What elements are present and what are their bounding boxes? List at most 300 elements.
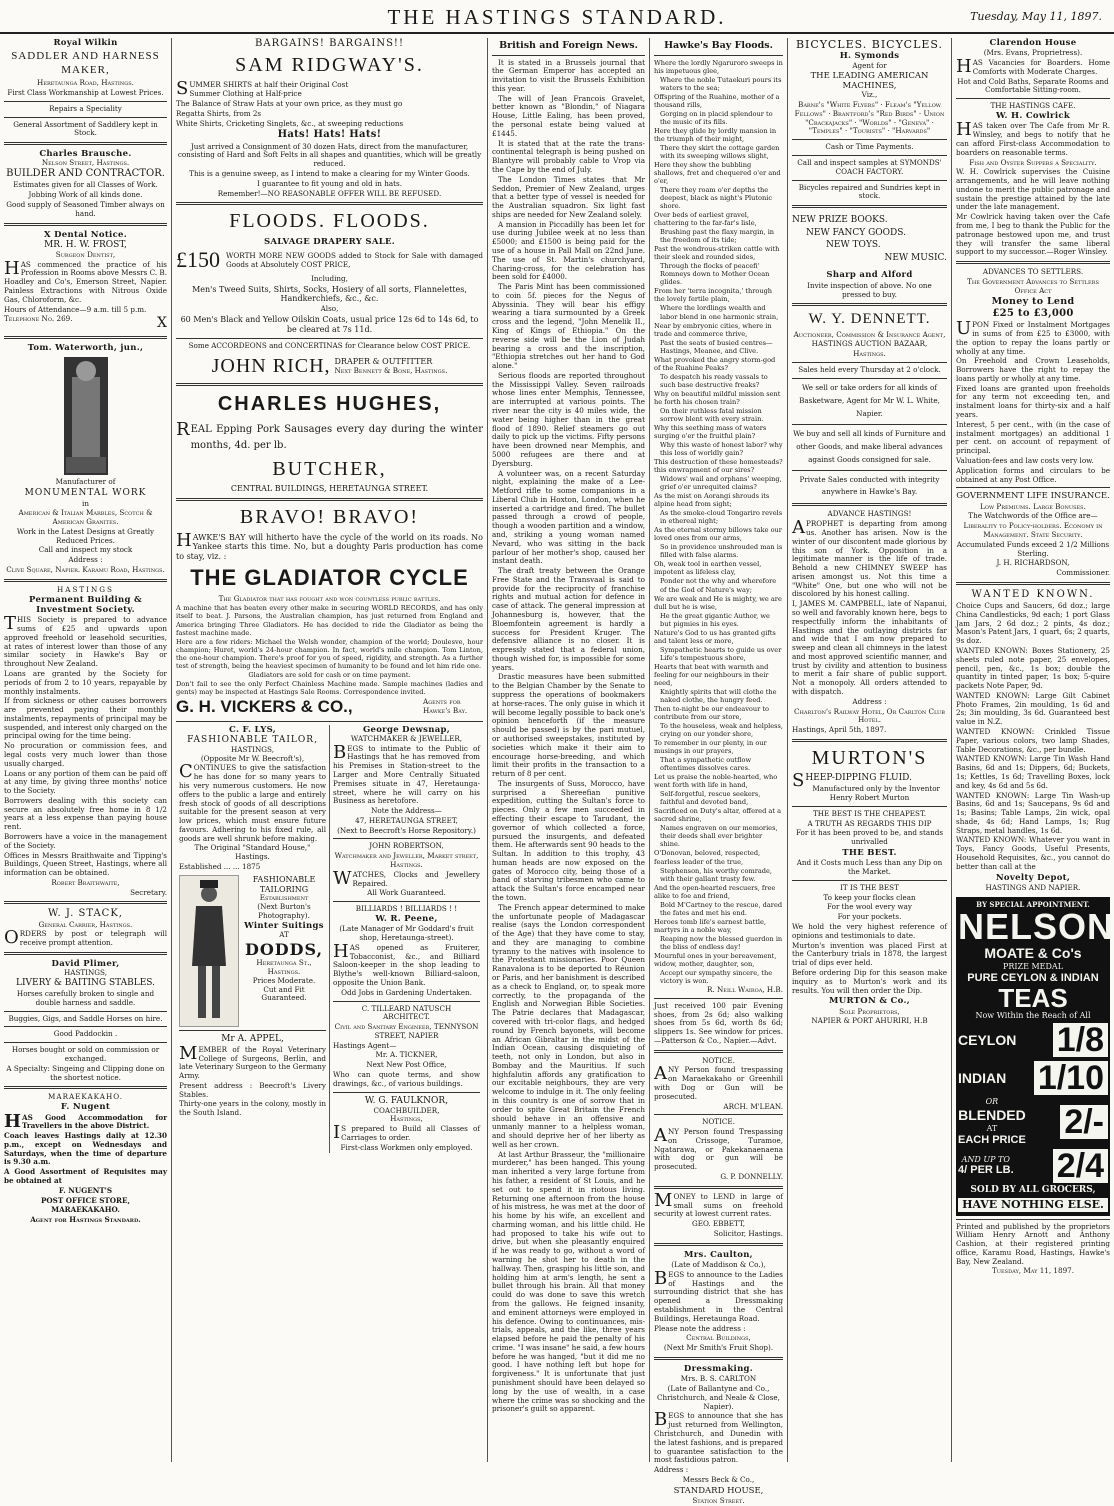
lys-line: (Opposite Mr W. Beecroft's), [200,753,305,763]
stack-heading: W. J. STACK, [48,908,123,920]
poem-line: Hearts that beat with warmth and feeling for our neighbours in their need, [654,662,769,687]
tickner-paragraph: Who can quote terms, and show drawings, &c., of various buildings. [333,1070,480,1088]
poem-line: Accept our sympathy sincere, the victory is won. [660,968,773,985]
dodds-line: Heretaunga St., Hastings. [256,958,312,977]
tickner-name: Mr. A. TICKNER, [375,1050,438,1060]
waterworth-heading: Tom. Waterworth, jun., [27,343,144,354]
advance-line: Charlton's Railway Hotel, Or Carlton Club Hotel. [794,706,945,725]
column-6 [952,38,1114,1462]
upto-label: AND UP TO [961,1154,1010,1164]
salvage-line: Men's Tweed Suits, Shirts, Socks, Hosiery of all sorts, Flannelettes, Handkerchiefs, &c., &c. [192,284,467,304]
poem-line: Gorging on in placid splendour to the music of its fills. [660,109,773,126]
books-line: NEW MUSIC. [884,252,947,263]
john-rich-address: Next Bennett & Bone, Hastings. [334,365,448,375]
wilkin-line: First Class Workmanship at Lowest Prices. [7,87,164,97]
column-4 [650,38,788,1505]
settlers-paragraph: Application forms and circulars to be obtained at any Post Office. [956,465,1110,484]
dental-hours: Hours of Attendance—9 a.m. till 5 p.m. [4,304,147,314]
peene-line: Odd Jobs in Gardening Undertaken. [341,987,472,997]
nelson-brand: NELSON [958,906,1114,948]
plimer-trade: LIVERY & BAITING STABLES. [16,978,155,989]
poem-line: What provoked the angry storm-god of the Ruahine Peaks? [654,355,776,372]
brausche-line: Estimates given for all Classes of Work. [13,180,158,190]
pbs-paragraph: THIS Society is prepared to advance sums of £25 and upwards upon approved freehold or leasehold securities, at rates of interest lower than those of any similar society in Hawke's Bay or throughout New Zealand. [4,613,167,669]
hats-paragraph: Just arrived a Consignment of 30 dozen Hats, direct from the manufacturer, consisting of Hard and Soft Felts in all shapes and quantities, which will be greatly reduced. [177,141,482,169]
nugent-paragraph: Coach leaves Hastings daily at 12.30 p.m., except on Wednesdays and Saturdays, when the time of departure is 9.30 a.m. [4,1131,167,1167]
symonds-sub: Agent for [852,60,887,70]
money-to-lend: Money to Lend [991,296,1075,308]
poem-verses [654,59,783,985]
cowlrick-heading: W. H. Cowlrick [995,111,1071,122]
clarendon-paragraph: Hot and Cold Baths, Separate Rooms and Comfortable Sitting-room. [957,76,1109,95]
robertson-sub: Watchmaker and Jeweller, Market street, Hastings. [334,851,479,870]
waterworth-line: American & Italian Marbles, Scotch & American Granites. [18,508,153,527]
poem-line: O'Donovan, beloved, respected, fearless leader of the true, [654,849,761,866]
symonds-line: Bicycles repaired and Sundries kept in stock. [798,182,941,201]
moate-brand: MOATE & Co's [984,945,1082,962]
gov-line: The Watchwords of the Office are— [968,511,1098,521]
peene-sub: (Late Manager of Mr Goddard's fruit shop, Heretaunga-street). [339,924,474,943]
notice-signature: ARCH. M'LEAN. [723,1101,783,1111]
poem-line: Through the flocks of peacefi' Romneys down to Mother Ocean glides. [660,262,770,287]
poem-line: Let us praise the noble-hearted, who went forth with life in hand, [654,773,778,790]
gov-signature-title: Commissioner. [1056,568,1110,578]
advance-hastings-heading: ADVANCE HASTINGS! [827,509,912,519]
notice-signature: G. P. DONNELLY. [720,1172,783,1182]
gladiator-paragraph: A machine that has beaten every other make in securing WORLD RECORDS, and has only itself to beat. J. Parsons, the Australian champion, has just returned from England and America bringing Three Gladiators. He has decided to ride the Gladiator as being the fastest machine made. [176,604,483,637]
news-paragraph: At last Arthur Brasseur, the "millionaire murderer," has been hanged. This young man inherited a very large fortune from his father, a resident of St Louis, and he set out to spend it in riotous living. Returning one afternoon from the house of his mistress, he was met at the door of his home by his wife, an excellent and charming woman, and his little child. He had proposed to take his wife out to drive, but when she pleasantly enquired if he was ready to go, without a word of warning he shot her to death in the hallway. Then, grasping his little son, and holding him at arm's length, he sent a bullet through his brain. All that money could do was done to save this wretch from the gallows. He feigned insanity, and eminent attorneys were employed in his defence. Owing to continuances, mis-trials, appeals, and the like, three years elapsed before he paid the penalty of his crime. "I was insane" he said, a few hours before he was hanged, "but it did me no good. I have nothing left but hope for forgiveness." It is unfortunate that just punishment should have been delayed so long by the use of wealth, in a case where the crime was so shocking and the prisoner's guilt so apparent. [492,1149,645,1414]
settlers-paragraph: Interest, 5 per cent., with (in the case of instalment mortgages) an additional 1 per cent. on account of repayment of principal. [956,419,1110,456]
gladiator-paragraph: Here are a few riders: Michael the Welsh wonder, champion of the world; Doulesve, hour champion; Huret, world's 24-hour champion. In fact, world's mile champion. Tom Linton, the one-hour champion. There's proof for you of speed, rigidity, and strength. As a further test of strength, being the heaviest specimen of humanity to be found and let him ride one. [176,637,483,670]
salvage-line: 60 Men's Black and Yellow Oilskin Coats, usual price 12s 6d to 14s 6d, to be cleared at 7s 11d. [180,315,479,334]
poem-line: Knightly spirits that will clothe the naked clothe, the hungry feed. [660,687,777,704]
poem-line: There they roam o'er depths the deepest, black as night's Plutonic shore. [660,186,773,211]
pbs-heading: Permanent Building & Investment Society. [29,594,142,615]
poem-line: Over beds of earliest gravel, chattering to the far-far's lisle, [654,211,757,228]
news-paragraph: It is stated that at the rate the trans-continental telegraph is being pushed on Blantyre will probably cable to Vrop via the Cape by the end of July. [492,138,645,174]
poem-line: Sacrificed on Duty's altar, offered at a sacred shrine, [654,807,781,824]
symonds-line: Call and inspect samples at SYMONDS' COACH FACTORY. [797,157,942,176]
murton-line: Murton's invention was placed First at the Canterbury trials in 1878, the largest trial of dips ever held. [792,940,947,968]
news-paragraph: Drastic measures have been submitted to the Belgian Chamber by the Senate to suppress the operations of bookmakers at horse-races. The only guise in which it will become legally possible to back one's opinion henceforth (if the measure should be passed) is by the pari mutuel, or authorised sweepstakes, instituted by societies which make it their aim to encourage horse-breeding, and which limit their profits in the transaction to a return of 8 per cent. [492,672,645,779]
poem-line: This destruction of these homesteads? this enwrapment of our sires? [654,458,783,475]
dewsnap-line: 47, HERETAUNGA STREET, [355,815,458,825]
notice-paragraph: ANY Person found Trespassing on Crissoge, Turamoe, Ngatarawa, or Pakekanaenaena with dog or gun will be prosecuted. [654,1125,783,1172]
have-nothing-else: HAVE NOTHING ELSE. [958,1198,1108,1211]
pbs-paragraph: Offices in Messrs Braithwaite and Tipping's Buildings, Queen Street, Hastings, where all information can be obtained. [4,850,167,878]
ceylon-label: CEYLON [958,1031,1017,1048]
dennett-line: HASTINGS AUCTION BAZAAR, [811,339,928,349]
hats-heading: Hats! Hats! Hats! [277,129,382,141]
hats-paragraph: This is a genuine sweep, as I intend to make a clearing for my Winter Goods. [189,169,470,179]
pbs-paragraph: Borrowers dealing with this society can secure an absolutely free home in 8 1/2 years at a less expense than paying house rent. [4,795,167,832]
butcher-heading: BUTCHER, [272,458,387,481]
salvage-paragraph: WORTH MORE NEW GOODS added to Stock for Sale with damaged Goods at Absolutely COST PRICE, [226,250,483,269]
poem-signature: R. Neill Wairoa, H.B. [707,984,783,994]
poem-line: Near by embryonic cities, where in trade and commerce thrive, [654,321,772,338]
ridgway-line: White Shirts, Cricketing Singlets, &c., at sweeping reductions [176,118,404,128]
dental-title: Surgeon Dentist, [55,249,116,259]
murton-line: To keep your flocks clean [823,892,916,902]
pbs-paragraph: Loans or any portion of them can be paid off at any time, by giving three months' notice to the Society. [4,768,167,796]
wilkin-trade: SADDLER AND HARNESS MAKER, [11,50,160,76]
poem-line: Why on beautiful mildful mission sent he forth his chosen train? [654,389,781,406]
dressmaking-line: Messrs Beck & Co., [682,1474,755,1484]
teas-heading: TEAS [998,983,1068,1014]
wanted-paragraph: WANTED KNOWN: Crinkled Tissue Paper, various colors, two lamp Shades, Table Decorations, &c., per bundle. [956,727,1110,754]
bravo-paragraph: HAWKE'S BAY will hitherto have the cycle of the world on its roads. No Yankee starts this time. No, but a doughty Paris production has come to stay, viz. : [176,529,483,562]
murton-line: For the wool every way [827,902,912,912]
novelty-sub: HASTINGS AND NAPIER. [985,882,1081,892]
clarendon-sub: (Mrs. Evans, Proprietress). [983,48,1083,58]
or-label: OR [985,1097,999,1107]
price-2s4d: 2/4 [1053,1149,1108,1183]
brausche-heading: Charles Brausche. [39,149,132,160]
fash-line: FASHIONABLE [252,874,316,884]
dressmaking-heading: Dressmaking. [683,1363,754,1374]
waterworth-line: MONUMENTAL WORK [24,487,147,498]
pure-ceylon: PURE CEYLON & INDIAN [967,972,1099,985]
dewsnap-line: Note the Address— [371,806,442,816]
special-appointment: BY SPECIAL APPOINTMENT. [976,899,1090,909]
sharp-alford-heading: Sharp and Alford [826,270,913,281]
notice-paragraph: ANY Person found trespassing on Maraekakaho or Greenhill with Dog or Gun will be prosecuted. [654,1063,783,1101]
murton-line: NAPIER & PORT AHURIRI, H.B [811,1016,928,1026]
wilkin-line: Repairs a Speciality [49,103,122,113]
dennett-line: We buy and sell all kinds of Furniture and other Goods, and make liberal advances against Goods consigned for sale. [793,428,946,464]
poem-line: Here they glide by lordly mansion in the triumph of their might, [654,126,777,143]
plimer-line: Buggies, Gigs, and Saddle Horses on hire. [8,1013,163,1023]
nugent-line: POST OFFICE STORE, [41,1195,130,1205]
poem-line: From her 'terra incognita,' through the lovely fertile plain, [654,287,773,304]
poem-line: On their ruthless fatal mission sorrow blent with every strain. [660,406,764,423]
caulton-heading: Mrs. Caulton, [684,1249,753,1260]
waterworth-line: Work in the Latest Designs at Greatly Reduced Prices. [16,526,155,545]
clarendon-heading: Clarendon House [989,38,1077,48]
symonds-machines: Barne's "White Flyers" · Fleam's "Yellow Fellows" · Brantford's "Red Birds" · Union "Crackajacks" · "Worlds" · "Geneva" · "Temples" · "Tourists" · "Harvards" [794,100,945,136]
dodds-name: DODDS, [244,939,324,959]
ridgway-line: Regatta Shirts, from 2s [176,108,262,118]
notice-heading: NOTICE. [702,1117,735,1127]
settlers-sub: The Government Advances to Settlers Office Act [967,276,1099,295]
lys-established: Established ... ... 1875 [179,862,261,872]
poem-line: We are weak and He is mighty, we are dull but he is wise, [654,594,782,611]
notice-heading: NOTICE. [702,1055,735,1065]
advance-date: Hastings, April 5th, 1897. [792,725,887,735]
gladiator-sub: The Gladiator that has fought and won countless public battles. [218,593,441,603]
appel-paragraph: Thirty-one years in the colony, mostly in the South Island. [179,1099,326,1118]
fash-line: Establishment [259,893,309,903]
money-lend-paragraph: MONEY to LEND in large of small sums on freehold security at lowest current rates. [654,1189,783,1219]
murton-line: THE BEST IS THE CHEAPEST. [813,808,926,818]
news-paragraph: The insurgents of Suss, Morocco, have surprised a Shereefian punitive expedition, cutting the Sultan's force to pieces. Only a few men succeeded in effecting their escape to Tarudant, the governor of which collected a force, pursued the insurgents, and defeated them. He afterwards sent 90 heads to the Sultan. In addition to this trophy, 43 human heads are now exposed on the gates of Morocco city, being those of a band of starving tribesmen who came to attack the Sultan's force encamped near the town. [492,778,645,903]
symonds-line: Viz., [861,90,878,100]
natusch-line: Hastings Agent— [333,1040,397,1050]
news-paragraph: The French appear determined to make the unfortunate people of Madagascar realise (says the London correspondent of the Age) that they have come to stay, and they are managing to combine tyranny to the natives with insolence to the Protestant missionaries. Poor Queen Ranavalona is to be deported to Réunion or Paris, and her banishment is described as a check to England, or, to speak more correctly, to the propaganda of the English and Norwegian Bible Societies. The Patrie declares that Madagascar, covered with tri-color flags, and hedged round by French bayonets, will become an African Gibraltar in the midst of the Indian Ocean, causing disquieting of teeth, not only in London, but also in Bombay and the Mauritius. If such highfalutin affords any gratification to our excitable neighbours, they are very welcome to indulge in it. The only feeling in this country is one of sorrow that in order to spite Great Britain the French should behave in an offensive and unmanly manner to a helpless woman, and should deprive her of her liberty as well as her crown. [492,902,645,1149]
each-price-label: EACH PRICE [958,1133,1026,1146]
murton-line: And it Costs much Less than any Dip on the Market. [796,858,943,877]
dennett-heading: W. Y. DENNETT. [808,311,931,328]
reach-line: Now Within the Reach of All [975,1011,1091,1021]
waterworth-line: Clive Square, Napier. Karamu Road, Hastings. [6,564,165,574]
pbs-paragraph: If from sickness or other causes borrowers are prevented paying their monthly instalments, repayments of principal may be suspended, and interest only charged on the principal owing for the time being. [4,696,167,741]
poem-line: There they skirt the cottage garden with its sweeping willows slight, [660,143,780,160]
books-line: NEW FANCY GOODS. [806,227,906,238]
dental-x-mark: X [157,315,167,332]
settlers-heading: ADVANCES TO SETTLERS. [982,267,1084,277]
dressmaking-sub: (Late of Ballantyne and Co., Christchurch, and Neale & Close, Napier). [657,1384,780,1411]
gov-line: Liberality to Policy-holders. Economy in Management. State Security. [963,521,1103,539]
poem-line: Heroes tomb life's earnest battle, martyrs in a noble way, [654,917,767,934]
issue-date: Tuesday, May 11, 1897. [970,10,1102,23]
poem-line: Ponder not the why and wherefore of the God of Nature's way; [660,577,777,594]
murton-line: SHEEP-DIPPING FLUID. [792,770,912,792]
murton-line: Sole Proprietors, [839,1006,900,1016]
poem-line: And the open-hearted rescuers, free alike to foe and friend, [654,883,776,900]
murton-heading: MURTON'S [811,746,928,769]
hughes-paragraph: REAL Epping Pork Sausages every day during the winter months, 4d. per lb. [176,419,483,452]
salvage-line: Some ACCORDEONS and CONCERTINAS for Clearance below COST PRICE. [188,340,471,350]
dewsnap-line: (Next to Beecroft's Horse Repository.) [337,825,476,835]
wanted-paragraph: WANTED KNOWN: Large Tin Wash Hand Basins, 6d and 1s; Dippers, 6d; Buckets, 1s; Kettles, 1s 6d; Travelling Boxes, lock and key, 4s 6d and 5s 6d. [956,754,1110,790]
bargains-heading: BARGAINS! BARGAINS!! [255,38,404,49]
tailor-figure-illustration [179,875,239,1027]
news-paragraph: The will of Jean Francois Gravelet, better known as "Blondin," of Niagara House, Little Ealing, has been proved, the personal estate being valued at £1445. [492,93,645,138]
cowlrick-paragraph: HAS taken over The Cafe from Mr R. Winsley, and begs to notify that he can afford First-class Accommodation to boarders on reasonable terms. [956,119,1110,157]
dental-name: MR. H. W. FROST, [44,239,127,250]
sharp-alford-text: Invite inspection of above. No one pressed to buy. [807,280,932,299]
caulton-paragraph: BEGS to announce to the Ladies of Hastings and the surrounding district that she has opened a Dressmaking establishment in the Central Buildings, Heretaunga Road. [654,1267,783,1323]
column-1 [0,38,172,1462]
wanted-paragraph: WANTED KNOWN: Large Gilt Cabinet Photo Frames, 2in moulding, 1s 6d and 2s; 3in moulding, 3s 6d. Guaranteed best value in N.Z. [956,690,1110,727]
poem-line: Why this waste of honest labor? why this loss of worldly gain? [660,440,783,458]
poem-line: Oh, weak tool in earthen vessel, impotent as lifeless clay, [654,560,762,577]
gladiator-heading: THE GLADIATOR CYCLE [190,564,469,590]
faulknor-line: First-class Workmen only employed. [340,1142,473,1152]
vickers-sub: Agents for Hawke's Bay. [423,697,468,716]
pbs-paragraph: No procuration or commission fees, and legal costs very much lower than those usually charged. [4,741,167,768]
faulknor-sub: Hastings, [390,1114,423,1124]
poem-line: As the mist on Aorangi shrouds its alpine head from sight; [654,492,770,509]
price-150: £150 [176,247,220,273]
imprint-date: Tuesday, May 11, 1897. [991,1266,1074,1276]
pbs-kicker: HASTINGS [57,584,114,594]
vickers-name: G. H. VICKERS & CO., [176,696,353,716]
gov-line: Accumulated Funds exceed 2 1/2 Millions Sterling. [956,539,1110,558]
news-paragraphs [492,59,645,1415]
cowlrick-line: Fish and Oyster Suppers a Speciality. [969,157,1097,167]
appel-paragraph: Present address : Beecroft's Livery Stables. [179,1080,326,1099]
murton-line: A TRUTH AS REGARDS THIS DIP [807,818,932,828]
advance-paragraph: APROPHET is departing from among us. Another has arisen. Now is the winter of our discontent made glorious by this son of York. Opposition in a legitimate manner is the life of trade. Behold a new CHIMNEY SWEEP has arisen amongst us. Not this time a "White" One, but one who will not be discolored by his honest calling. [792,517,947,599]
stack-sub: General Carrier, Hastings. [38,919,133,929]
poem-line: Self-forgetful, rescue seekers, faithful and devoted band, [660,790,761,807]
poem-line: Here they show the bubbling shallows, fret and chequered o'er and o'er, [654,160,781,186]
murton-line: For your pockets. [837,912,902,922]
appel-heading: Mr A. APPEL, [221,1033,284,1044]
wanted-paragraph: WANTED KNOWN: Boxes Stationery, 25 sheets ruled note paper, 25 envelopes, pencil, pen, &c., 1s box; double the quantity in tinted paper, 1s box; 5-quire packets Note Paper, 9d. [956,646,1110,691]
dressmaking-name: Mrs. B. S. CARLTON [680,1374,757,1384]
natusch-heading: C. TILLEARD NATUSCH [361,1003,452,1013]
lys-line: The Original "Standard House," Hastings. [194,843,311,862]
hats-paragraph: Remember!—NO REASONABLE OFFER WILL BE REFUSED. [217,188,442,198]
lys-line: FASHIONABLE TAILOR, [187,734,318,745]
maraekakaho-heading: MARAEKAKAHO. [48,1092,123,1102]
poem-line: As the smoke-cloud Tongariro revels in ethereal night; [660,509,783,526]
gov-line: Low Premiums. Large Bonuses. [980,501,1086,511]
nugent-line: MARAEKAKAHO. [51,1205,120,1215]
symonds-line: Cash or Time Payments. [825,142,914,152]
gov-insurance-heading: GOVERNMENT LIFE INSURANCE. [956,491,1110,502]
settlers-paragraph: On Freehold and Crown Leaseholds, Borrowers have the right to repay the loans partly or wholly at any time. [956,356,1110,383]
peene-paragraph: HAS opened as Fruiterer, Tobacconist, &c., and Billiard Saloon-keeper in the shop leading to Blythe's well-known Billiard-saloon, opposite the Union Bank. [333,940,480,987]
hawkes-bay-floods-heading: Hawke's Bay Floods. [664,40,773,51]
column-3 [488,38,650,1462]
masthead [0,0,1114,34]
caulton-line: Central Buildings, [686,1333,751,1343]
john-rich-name: JOHN RICH, [211,355,331,378]
gladiator-paragraph: Gladiators are sold for cash or on time payment. [248,670,411,679]
advance-paragraph: I, JAMES M. CAMPBELL, late of Napanui, so well and favorably known here, begs to respectfully inform the inhabitants of Hastings and the outlaying districts far and wide that I am now prepared to sweep and clean all chimneys in the latest and most approved scientific manner, and trust by civility and attention to business to merit a fair share of public support. Not a monopoly. All orders attended to with dispatch. [792,599,947,697]
murton-best: THE BEST. [842,848,897,858]
per-lb-label: 4/ PER LB. [958,1164,1014,1177]
hats-paragraph: I guarantee to fit young and old in hats. [257,178,402,188]
news-paragraph: The draft treaty between the Orange Free State and the Transvaal is said to provide for the reciprocity of franchise rights and mutual action for defence in case of attack. The general impression at Johannesburg is, however, that the Bloemfontein agreement is hardly a success for President Kruger. The defensive alliance is no closer. It is expressly stated that a federal union, though wished for, is impossible for some years. [492,566,645,672]
ebbett-signature: GEO. EBBETT, [691,1219,746,1229]
plimer-line: Horses bought or sold on commission or exchanged. [11,1045,160,1064]
cafe-heading: THE HASTINGS CAFE. [990,101,1076,111]
books-line: NEW TOYS. [826,240,881,251]
poem-line: Past the seats of busied centres—Hastings, Meanee, and Clive. [660,338,773,355]
fash-line: (Next Burton's Photography). [257,902,311,920]
murton-co: MURTON & Co., [829,996,910,1007]
murton-line: For it has been proved to be, and stands unrivalled [795,828,944,847]
ridgway-line: The Balance of Straw Hats at your own price, as they must go [176,99,403,109]
murton-line: Before ordering Dip for this season make inquiry as to Murton's work and its results. You will then order the Dip. [792,967,947,995]
poem-line: Mournful ones in your bereavement, widow, mother, daughter, son, [654,951,777,968]
murton-line: IT IS THE BEST [840,882,899,892]
column-5 [788,38,952,1462]
bicycles-heading: BICYCLES. BICYCLES. [795,38,944,51]
fash-winter: Winter Suitings [244,920,324,931]
dewsnap-sub: WATCHMAKER & JEWELLER, [350,733,463,743]
john-rich-trade: DRAPER & OUTFITTER [334,357,433,367]
wanted-paragraph: WANTED KNOWN: Whatever you want in Toys, Fancy Goods, Useful Presents, Household Requisites, &c., you cannot do better than call at the [956,835,1110,871]
salvage-heading: SALVAGE DRAPERY SALE. [263,236,396,247]
cowlrick-paragraph: Mr Cowlrick having taken over the Cafe from me, I beg to thank the Public for the patronage bestowed upon me, and trust they will transfer the same liberal support to my successor.—Roger Winsley. [956,212,1110,257]
blended-label: BLENDED [958,1106,1026,1123]
plimer-line: A Specialty: Singeing and Clipping done on the shortest notice. [6,1063,165,1082]
sold-by-grocers: SOLD BY ALL GROCERS, [970,1185,1096,1196]
murton-line: Manufactured only by the Inventor Henry Robert Murton [812,784,940,803]
british-foreign-heading: British and Foreign News. [499,40,638,51]
symonds-line: THE LEADING AMERICAN MACHINES, [810,70,929,91]
dressmaking-line: Address : [654,1465,689,1475]
nugent-heading: F. Nugent [60,1102,111,1113]
robertson-paragraph: WATCHES, Clocks and Jewellery Repaired. [333,867,480,889]
lys-line: HASTINGS, [231,744,274,754]
symonds-heading: H. Symonds [839,51,900,62]
news-paragraph: The London Times states that Mr Seddon, Premier of New Zealand, urges that a better type of vessel is needed for the Australian squadron. Six light fast ships are needed for New Zealand solely. [492,174,645,219]
news-paragraph: A mansion in Piccadilly has been let for use during Jubilee week at no less than £5000; and £1500 is being paid for the use of a house in Pall Mall on 22nd June. The use of St. Martin's churchyard, Charing-cross, for the celebration has been sold for £4000. [492,219,645,282]
ridgway-line: SUMMER SHIRTS at half their Original Cost [176,77,349,99]
nugent-paragraph: HAS Good Accommodation for Travellers in the above District. [4,1110,167,1132]
poem-line: So in providence unshrouded man is filled with false alarms. [660,543,783,560]
settlers-paragraph: Valuation-fees and law costs very low. [956,455,1094,465]
poem-line: Where the noble Tutaekuri pours its waters to the sea; [660,75,782,92]
natusch-sub: Civil and Sanitary Engineer, TENNYSON STREET, NAPIER [334,1022,479,1040]
poem-line: He the great gigantic Author, we but pigmies in his eyes. [660,611,770,628]
poem-line: Stephenson, his worthy comrade, with their gallant trusty few. [660,866,773,883]
newspaper-title: THE HASTINGS STANDARD. [387,5,727,29]
news-paragraph: It is stated in a Brussels journal that the German Emperor has accepted an invitation to visit the Brussels Exhibition this year. [492,57,645,93]
waterworth-line: in [82,498,89,508]
dressmaking-paragraph: BEGS to announce that she has just returned from Wellington, Christchurch, and Dunedin with the latest fashions, and is prepared to guarantee satisfaction to the most fastidious patron. [654,1409,783,1465]
caulton-line: (Next Mr Smith's Fruit Shop). [663,1343,774,1353]
brausche-line: Jobbing Work of all kinds done. [28,190,143,200]
poem-line: Past the wondrous-striken cattle with their sleek and rounded sides, [654,245,780,262]
bravo-heading: BRAVO! BRAVO! [239,506,420,529]
poem-line: Brushing past the flaxy margin, in the freedom of its tide; [660,228,775,245]
ridgway-heading: SAM RIDGWAY'S. [235,54,424,77]
dennett-line: Hastings. [853,349,886,359]
at-label: AT [986,1124,998,1134]
poem-line: Offspring of the Ruahine, mother of a thousand rills, [654,92,780,109]
faulknor-sub: COACHBUILDER, [373,1105,440,1115]
pbs-paragraph: Borrowers have a voice in the management of the Society. [4,832,167,850]
poem-line: To despatch his ready vassals to such base destructive freaks? [660,372,768,389]
poem-line: Widows' wail and orphans' weeping, grief o'er unrequited claims? [660,475,782,492]
wanted-heading: WANTED KNOWN. [971,588,1095,600]
dental-text: HAS commenced the practice of his Profession in Rooms above Messrs C. B. Hoadley and Co's, Emerson Street, Napier. Painless Extractions with Nitrous Oxide Gas, Chloroform, &c. [4,257,167,304]
waterworth-line: Call and inspect my stock [38,545,133,555]
fash-line: TAILORING [259,884,309,894]
money-sum: £25 to £3,000 [992,308,1074,320]
imprint: Printed and published by the proprietors William Henry Arnott and Anthony Cashion, at their registered printing office, Karamu Road, Hastings, Hawke's Bay, New Zealand. [956,1221,1110,1266]
price-2s: 2/- [1060,1105,1108,1139]
poem-line: To the houseless, weak and helpless, crying on our yonder shore, [660,722,783,739]
dental-telephone: Telephone No. 269. [4,314,73,324]
cowlrick-paragraph: W. H. Cowlrick supervises the Cuisine arrangements, and he will leave nothing undone to merit the public patronage and sustain the prestige attained by the late under the late management. [956,167,1110,212]
nelson-tea-advert [956,897,1114,1216]
poem-line: Sympathetic hearts to guide us over Life's tempestuous shore, [660,645,782,662]
indian-label: INDIAN [958,1069,1007,1086]
poem-line: Reaping now the blessed guerdon in the bliss of endless day! [660,934,783,951]
dennett-line: Private Sales conducted with integrity anywhere in Hawke's Bay. [799,474,940,497]
dodds-line: Cut and Fit Guaranteed. [261,984,307,1003]
murton-line: We hold the very highest reference of opinions and testimonials to date. [792,922,947,940]
robertson-line: All Work Guaranteed. [367,888,446,898]
advance-line: Address : [852,696,887,706]
dressmaking-line: STANDARD HOUSE, [673,1485,764,1496]
faulknor-heading: W. G. FAULKNOR, [364,1095,449,1106]
plimer-line: Good Paddockin . [53,1029,118,1039]
lys-paragraph: CONTINUES to give the satisfaction he has done for so many years to his very numerous customers. He now offers to the public a large and entirely fresh stock of goods of all descriptions suitable for the present season at very low prices, which must ensure future favours. Adhering to his fixed rule, all goods are well shrunk before making. [179,761,326,843]
patterson-advert: Just received 100 pair Evening shoes, from 2s 6d; also walking shoes from 5s 6d, worth 8s 6d; slippers 1s. See window for prices.—Patterson & Co., Napier.—Advt. [654,1000,783,1045]
settlers-paragraph: UPON Fixed or Instalment Mortgages in sums of from £25 to £3000, with the option to repay the loans partly or wholly at any time. [956,318,1110,356]
nugent-paragraph: A Good Assortment of Requisites may be obtained at [4,1167,167,1185]
salvage-line: Also, [320,304,339,314]
ridgway-line: Summer Clothing at Half-price [189,89,302,99]
brausche-trade: BUILDER AND CONTRACTOR. [6,168,165,180]
gladiator-paragraph: Don't fail to see the only Perfect Chainless Machine made. Sample machines (ladies and gents) may be inspected at Hastings Sale Rooms. Correspondence invited. [176,679,483,696]
poem-line: To remember in our plenty, in our musings in our prayers, [654,739,767,756]
dental-heading: X Dental Notice. [43,229,128,240]
ceylon-price: 1/8 [1053,1023,1108,1057]
dewsnap-heading: George Dewsnap, [362,724,451,735]
hughes-heading: CHARLES HUGHES, [217,392,442,415]
appel-paragraph: MEMBER of the Royal Veterinary College of Surgeons, Berlin, and late Veterinary Surgeon to the Germany Army. [179,1042,326,1081]
